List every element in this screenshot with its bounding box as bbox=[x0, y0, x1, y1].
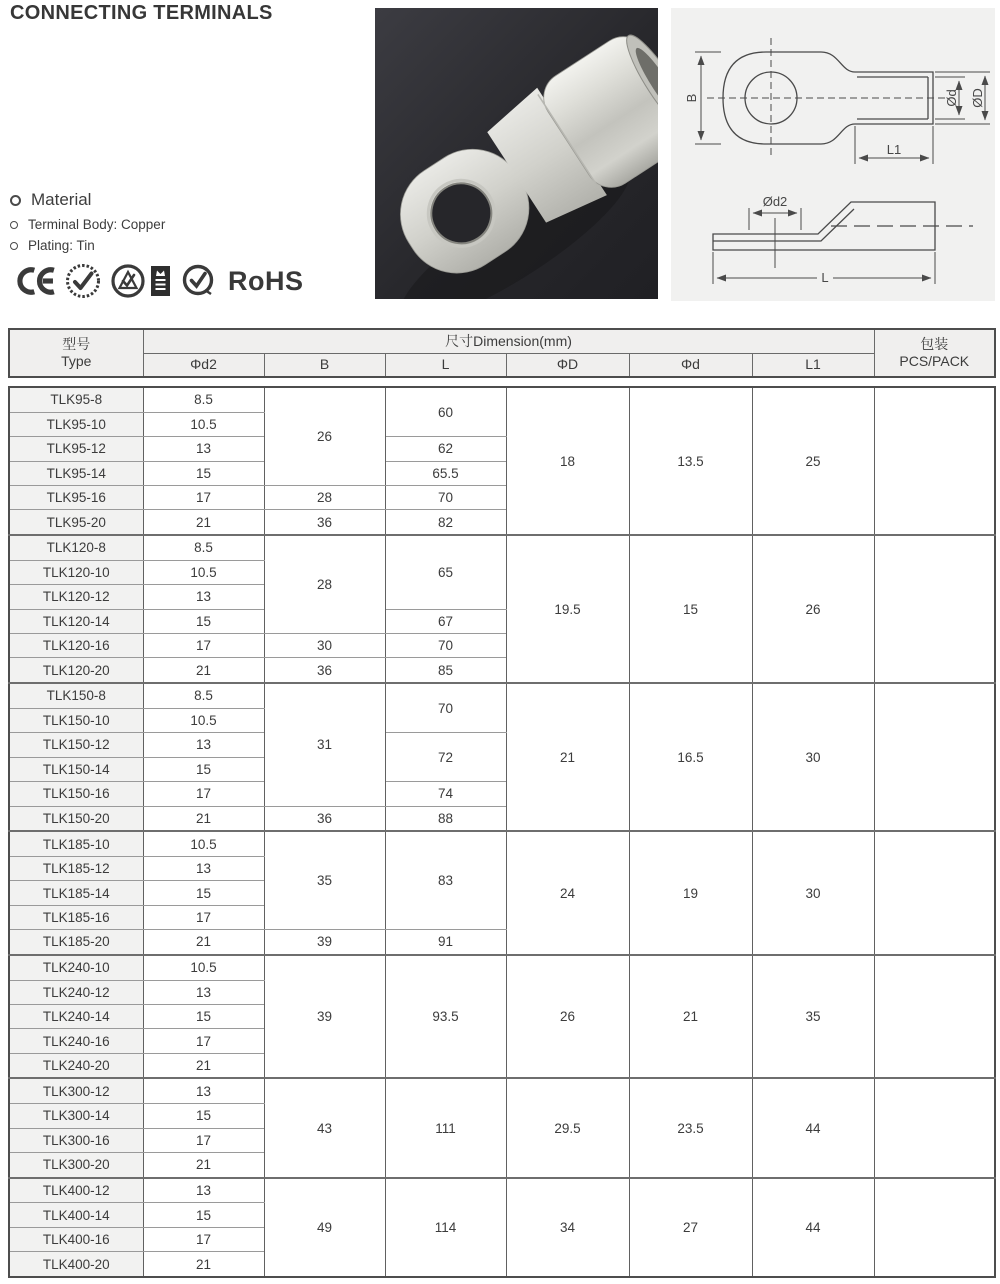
drawing-side-view bbox=[671, 180, 995, 298]
dim-cell: 83 bbox=[385, 831, 506, 929]
type-cell: TLK240-16 bbox=[9, 1029, 143, 1053]
header-col-L1: L1 bbox=[752, 353, 874, 377]
dim-cell: 111 bbox=[385, 1078, 506, 1177]
table-row bbox=[9, 535, 995, 560]
dim-cell: 10.5 bbox=[143, 708, 264, 732]
bullet-ring-icon bbox=[10, 221, 18, 229]
dim-cell: 44 bbox=[752, 1078, 874, 1177]
dim-cell: 36 bbox=[264, 658, 385, 683]
dim-cell: 15 bbox=[143, 609, 264, 633]
dim-cell: 67 bbox=[385, 609, 506, 633]
dim-cell: 26 bbox=[752, 535, 874, 683]
spec-table bbox=[8, 386, 996, 1278]
header-dimension: 尺寸Dimension(mm) bbox=[143, 329, 874, 353]
type-cell: TLK120-10 bbox=[9, 560, 143, 584]
dim-cell: 13 bbox=[143, 1178, 264, 1203]
dim-cell: 74 bbox=[385, 782, 506, 806]
dim-cell: 21 bbox=[143, 930, 264, 955]
dim-cell: 15 bbox=[143, 881, 264, 905]
type-cell: TLK300-20 bbox=[9, 1153, 143, 1178]
dim-cell: 21 bbox=[143, 1252, 264, 1277]
dim-cell: 70 bbox=[385, 683, 506, 733]
type-cell: TLK400-12 bbox=[9, 1178, 143, 1203]
dim-label-B: B bbox=[684, 93, 699, 103]
dim-cell: 8.5 bbox=[143, 683, 264, 708]
header-pack bbox=[874, 329, 995, 377]
dim-cell: 17 bbox=[143, 634, 264, 658]
material-item-row bbox=[10, 238, 165, 253]
dim-cell: 30 bbox=[752, 683, 874, 831]
certification-logos bbox=[8, 261, 315, 301]
dim-cell: 8.5 bbox=[143, 535, 264, 560]
dim-label-oD: ØD bbox=[970, 88, 985, 108]
dim-cell: 36 bbox=[264, 806, 385, 831]
type-cell: TLK300-12 bbox=[9, 1078, 143, 1103]
dim-cell: 17 bbox=[143, 782, 264, 806]
pack-cell bbox=[874, 387, 995, 535]
dim-cell: 15 bbox=[143, 1104, 264, 1128]
dim-cell: 26 bbox=[506, 955, 629, 1079]
header-col-L: L bbox=[385, 353, 506, 377]
dim-cell: 43 bbox=[264, 1078, 385, 1177]
type-cell: TLK150-16 bbox=[9, 782, 143, 806]
material-item: Terminal Body: Copper bbox=[28, 217, 166, 232]
header-pack-en: PCS/PACK bbox=[899, 353, 970, 369]
dim-cell: 35 bbox=[264, 831, 385, 929]
dim-cell: 13 bbox=[143, 585, 264, 609]
type-cell: TLK300-14 bbox=[9, 1104, 143, 1128]
product-photo bbox=[375, 8, 658, 299]
table-row bbox=[9, 387, 995, 412]
dim-cell: 65.5 bbox=[385, 461, 506, 485]
material-section bbox=[10, 190, 165, 259]
dim-cell: 82 bbox=[385, 510, 506, 535]
page-title: CONNECTING TERMINALS bbox=[10, 2, 273, 24]
dim-cell: 29.5 bbox=[506, 1078, 629, 1177]
dim-label-od2: Ød2 bbox=[762, 194, 788, 209]
dim-cell: 49 bbox=[264, 1178, 385, 1277]
type-cell: TLK95-16 bbox=[9, 485, 143, 509]
table-row bbox=[9, 1178, 995, 1203]
dim-label-L: L bbox=[821, 270, 829, 285]
dim-cell: 27 bbox=[629, 1178, 752, 1277]
dim-cell: 39 bbox=[264, 930, 385, 955]
dim-cell: 70 bbox=[385, 485, 506, 509]
spec-table-header bbox=[8, 328, 996, 378]
dim-cell: 30 bbox=[264, 634, 385, 658]
dim-cell: 62 bbox=[385, 437, 506, 461]
dim-cell: 114 bbox=[385, 1178, 506, 1277]
header-type-cn: 型号 bbox=[62, 335, 91, 352]
dim-cell: 8.5 bbox=[143, 387, 264, 412]
dim-cell: 28 bbox=[264, 485, 385, 509]
dim-cell: 13 bbox=[143, 980, 264, 1004]
header-col-D: ΦD bbox=[506, 353, 629, 377]
dim-cell: 91 bbox=[385, 930, 506, 955]
dim-cell: 13.5 bbox=[629, 387, 752, 535]
dim-cell: 36 bbox=[264, 510, 385, 535]
type-cell: TLK240-14 bbox=[9, 1004, 143, 1028]
pack-cell bbox=[874, 1078, 995, 1177]
type-cell: TLK150-12 bbox=[9, 733, 143, 757]
dim-cell: 16.5 bbox=[629, 683, 752, 831]
spec-table-body bbox=[9, 387, 995, 1277]
dim-cell: 19.5 bbox=[506, 535, 629, 683]
type-cell: TLK240-12 bbox=[9, 980, 143, 1004]
dim-label-od: Ød bbox=[944, 89, 959, 107]
dim-cell: 18 bbox=[506, 387, 629, 535]
dim-cell: 13 bbox=[143, 856, 264, 880]
type-cell: TLK300-16 bbox=[9, 1128, 143, 1152]
dim-cell: 15 bbox=[143, 1004, 264, 1028]
dim-cell: 10.5 bbox=[143, 560, 264, 584]
dim-cell: 10.5 bbox=[143, 831, 264, 856]
dim-cell: 17 bbox=[143, 1128, 264, 1152]
cert-check-badge-icon bbox=[66, 264, 100, 298]
header-col-d2: Φd2 bbox=[143, 353, 264, 377]
type-cell: TLK240-10 bbox=[9, 955, 143, 980]
dim-cell: 35 bbox=[752, 955, 874, 1079]
dim-cell: 21 bbox=[506, 683, 629, 831]
type-cell: TLK95-8 bbox=[9, 387, 143, 412]
dim-cell: 21 bbox=[143, 806, 264, 831]
dim-cell: 21 bbox=[143, 510, 264, 535]
type-cell: TLK400-14 bbox=[9, 1203, 143, 1227]
dim-cell: 31 bbox=[264, 683, 385, 806]
dim-cell: 25 bbox=[752, 387, 874, 535]
type-cell: TLK95-10 bbox=[9, 412, 143, 436]
dim-cell: 65 bbox=[385, 535, 506, 609]
ukas-crown-badge-icon bbox=[151, 266, 170, 296]
type-cell: TLK400-16 bbox=[9, 1227, 143, 1251]
technical-drawing-panel bbox=[671, 8, 995, 301]
material-heading-row bbox=[10, 190, 165, 210]
dim-cell: 34 bbox=[506, 1178, 629, 1277]
type-cell: TLK400-20 bbox=[9, 1252, 143, 1277]
dim-cell: 60 bbox=[385, 387, 506, 437]
type-cell: TLK150-10 bbox=[9, 708, 143, 732]
cable-lug-photo bbox=[375, 8, 658, 299]
material-heading: Material bbox=[31, 190, 92, 209]
bullet-ring-icon bbox=[10, 242, 18, 250]
dim-cell: 21 bbox=[143, 1153, 264, 1178]
header-pack-cn: 包装 bbox=[920, 335, 949, 352]
header-type-en: Type bbox=[61, 353, 92, 369]
dim-cell: 13 bbox=[143, 437, 264, 461]
dim-cell: 72 bbox=[385, 733, 506, 782]
dim-cell: 17 bbox=[143, 1227, 264, 1251]
dim-cell: 93.5 bbox=[385, 955, 506, 1079]
type-cell: TLK95-12 bbox=[9, 437, 143, 461]
dim-cell: 21 bbox=[143, 658, 264, 683]
dim-cell: 30 bbox=[752, 831, 874, 955]
q-check-badge-icon bbox=[181, 264, 215, 298]
dim-cell: 17 bbox=[143, 905, 264, 929]
dim-cell: 15 bbox=[143, 1203, 264, 1227]
bullet-ring-icon bbox=[10, 195, 21, 206]
type-cell: TLK150-8 bbox=[9, 683, 143, 708]
type-cell: TLK120-14 bbox=[9, 609, 143, 633]
dim-cell: 21 bbox=[629, 955, 752, 1079]
type-cell: TLK240-20 bbox=[9, 1053, 143, 1078]
type-cell: TLK120-12 bbox=[9, 585, 143, 609]
dim-cell: 10.5 bbox=[143, 955, 264, 980]
ce-mark-icon bbox=[8, 267, 55, 295]
type-cell: TLK185-16 bbox=[9, 905, 143, 929]
dim-cell: 10.5 bbox=[143, 412, 264, 436]
pack-cell bbox=[874, 955, 995, 1079]
dim-cell: 39 bbox=[264, 955, 385, 1079]
dim-cell: 21 bbox=[143, 1053, 264, 1078]
type-cell: TLK120-8 bbox=[9, 535, 143, 560]
table-row bbox=[9, 683, 995, 708]
dim-cell: 23.5 bbox=[629, 1078, 752, 1177]
dim-cell: 17 bbox=[143, 1029, 264, 1053]
dim-cell: 15 bbox=[143, 461, 264, 485]
dim-cell: 13 bbox=[143, 1078, 264, 1103]
pack-cell bbox=[874, 683, 995, 831]
table-row bbox=[9, 831, 995, 856]
type-cell: TLK120-16 bbox=[9, 634, 143, 658]
pack-cell bbox=[874, 831, 995, 955]
type-cell: TLK95-14 bbox=[9, 461, 143, 485]
dim-cell: 17 bbox=[143, 485, 264, 509]
type-cell: TLK150-14 bbox=[9, 757, 143, 781]
dim-cell: 70 bbox=[385, 634, 506, 658]
header-type bbox=[9, 329, 143, 377]
dim-cell: 19 bbox=[629, 831, 752, 955]
type-cell: TLK120-20 bbox=[9, 658, 143, 683]
dim-cell: 15 bbox=[143, 757, 264, 781]
dim-cell: 85 bbox=[385, 658, 506, 683]
dim-label-L1: L1 bbox=[886, 142, 902, 157]
dim-cell: 44 bbox=[752, 1178, 874, 1277]
dim-cell: 26 bbox=[264, 387, 385, 485]
header-col-B: B bbox=[264, 353, 385, 377]
dim-cell: 13 bbox=[143, 733, 264, 757]
dim-cell: 88 bbox=[385, 806, 506, 831]
dim-cell: 15 bbox=[629, 535, 752, 683]
dim-cell: 28 bbox=[264, 535, 385, 633]
type-cell: TLK150-20 bbox=[9, 806, 143, 831]
material-item-row bbox=[10, 217, 165, 232]
dim-cell: 24 bbox=[506, 831, 629, 955]
material-item: Plating: Tin bbox=[28, 238, 95, 253]
pack-cell bbox=[874, 1178, 995, 1277]
iso-check-badge-icon bbox=[111, 264, 145, 298]
table-row bbox=[9, 1078, 995, 1103]
header-col-d: Φd bbox=[629, 353, 752, 377]
type-cell: TLK185-14 bbox=[9, 881, 143, 905]
type-cell: TLK185-12 bbox=[9, 856, 143, 880]
type-cell: TLK95-20 bbox=[9, 510, 143, 535]
drawing-top-view bbox=[671, 26, 995, 176]
pack-cell bbox=[874, 535, 995, 683]
type-cell: TLK185-10 bbox=[9, 831, 143, 856]
table-row bbox=[9, 955, 995, 980]
rohs-label: RoHS bbox=[228, 265, 304, 296]
type-cell: TLK185-20 bbox=[9, 930, 143, 955]
